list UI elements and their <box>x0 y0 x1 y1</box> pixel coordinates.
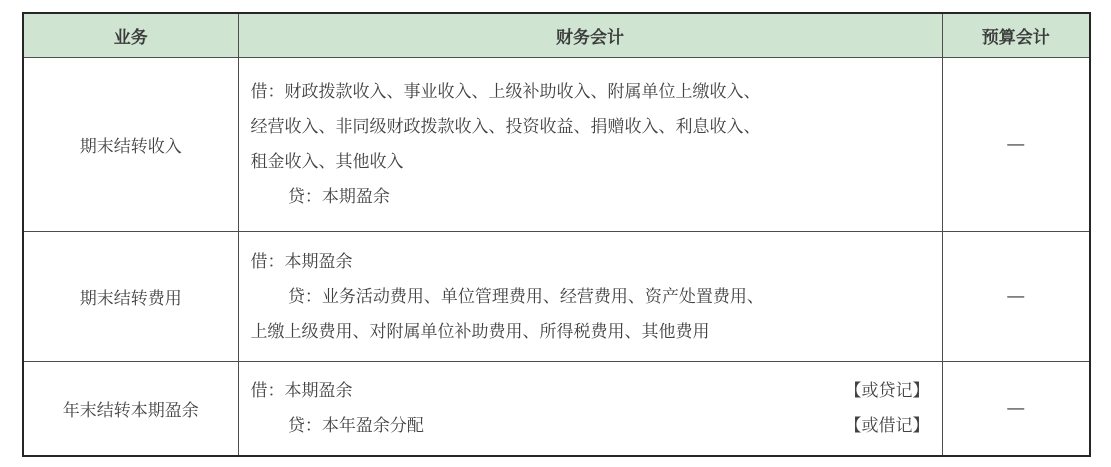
financial-cell <box>238 57 942 231</box>
budget-cell: — <box>942 361 1090 456</box>
journal-entry-line <box>251 373 930 408</box>
budget-cell: — <box>942 57 1090 231</box>
journal-entry-line: 借：本期盈余 <box>250 251 353 271</box>
entry-note: 【或贷记】 <box>844 381 930 401</box>
table-row-year-end-surplus <box>23 361 1090 456</box>
table-row-period-end-expense <box>23 231 1090 361</box>
entry-text: 贷：本年盈余分配 <box>287 416 424 436</box>
journal-entry-line: 上缴上级费用、对附属单位补助费用、所得税费用、其他费用 <box>250 321 710 341</box>
business-cell: 年末结转本期盈余 <box>23 361 238 456</box>
financial-cell <box>238 231 942 361</box>
journal-entry-line: 贷：业务活动费用、单位管理费用、经营费用、资产处置费用、 <box>287 286 764 306</box>
budget-cell: — <box>942 231 1090 361</box>
accounting-entries-table <box>22 12 1091 457</box>
header-financial-accounting: 财务会计 <box>238 13 942 57</box>
journal-entry-line: 借：财政拨款收入、事业收入、上级补助收入、附属单位上缴收入、 <box>250 82 761 101</box>
journal-entry-line: 贷：本期盈余 <box>287 187 390 206</box>
business-cell: 期末结转费用 <box>23 231 238 361</box>
journal-entry-line <box>251 408 930 443</box>
header-budget-accounting: 预算会计 <box>942 13 1090 57</box>
journal-entry-line: 经营收入、非同级财政拨款收入、投资收益、捐赠收入、利息收入、 <box>250 117 761 136</box>
table-row-period-end-income <box>23 57 1090 231</box>
header-business: 业务 <box>23 13 238 57</box>
entry-note: 【或借记】 <box>844 416 930 436</box>
journal-entry-line: 租金收入、其他收入 <box>250 152 404 171</box>
table-header-row <box>23 13 1090 57</box>
financial-cell <box>238 361 942 456</box>
business-cell: 期末结转收入 <box>23 57 238 231</box>
entry-text: 借：本期盈余 <box>250 381 353 401</box>
